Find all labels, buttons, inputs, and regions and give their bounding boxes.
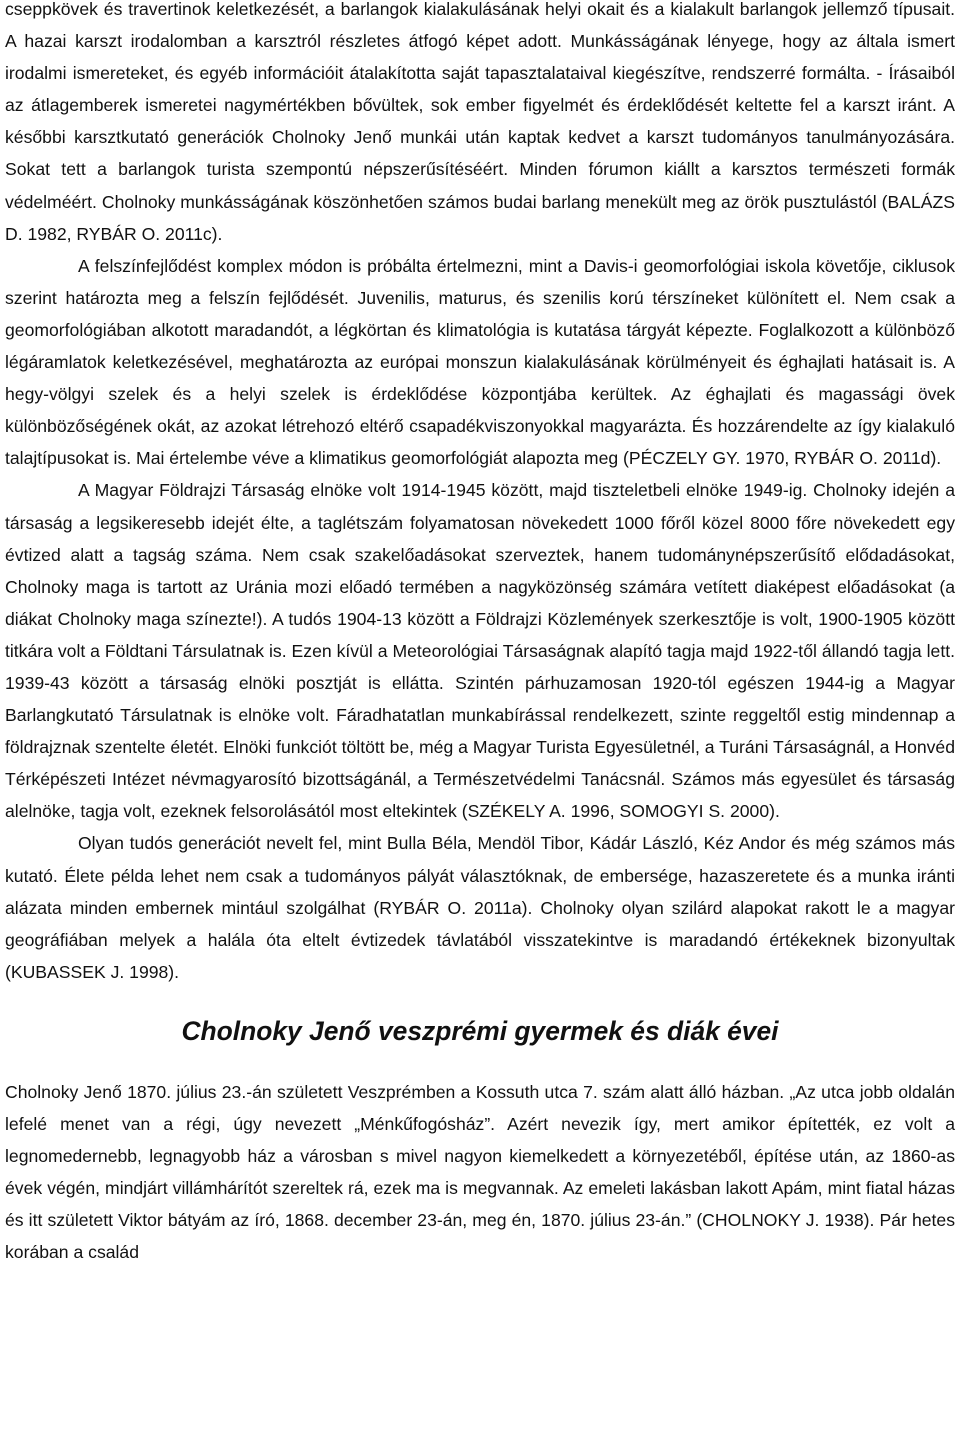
section-heading: Cholnoky Jenő veszprémi gyermek és diák évei <box>181 1015 779 1046</box>
paragraph-legacy: Olyan tudós generációt nevelt fel, mint Bulla Béla, Mendöl Tibor, Kádár László, Kéz Andor és még számos más kutató. Élete példa lehet nem csak a tudományos pályát választóknak, de embersége, hazaszeretete és a munka iránti alázata minden embernek mintául szolgálhat (RYBÁR O. 2011a). Cholnoky olyan szilárd alapokat rakott le a magyar geográfiában melyek a halála óta eltelt évtizedek távlatából visszatekintve is maradandó értékeknek bizonyultak (KUBASSEK J. 1998). <box>5 833 955 982</box>
paragraph-karst: cseppkövek és travertinok keletkezését, a barlangok kialakulásának helyi okait és a kialakult barlangok jellemző típusait. A hazai karszt irodalomban a karsztról részletes átfogó képet adott. Munkásságának lényege, hogy az általa ismert irodalmi ismereteket, és egyéb információit átalakította saját tapasztalataival kiegészítve, rendszerré formálta. - Írásaiból az átlagemberek ismeretei nagymértékben bővültek, sok ember figyelmét és érdeklődését keltette fel a karszt iránt. A későbbi karsztkutató generációk Cholnoky Jenő munkái után kaptak kedvet a karszt tudományos tanulmányozására. Sokat tett a barlangok turista szempontú népszerűsítéséért. Minden fórumon kiállt a karsztos természeti formák védelméért. Cholnoky munkásságának köszönhetően számos budai barlang menekült meg az örök pusztulástól (BALÁZS D. 1982, RYBÁR O. 2011c). <box>5 0 955 244</box>
paragraph-geomorphology: A felszínfejlődést komplex módon is próbálta értelmezni, mint a Davis-i geomorfológiai iskola követője, ciklusok szerint határozta meg a felszín fejlődését. Juvenilis, maturus, és szenilis korú térszíneket különített el. Nem csak a geomorfológiában alkotott maradandót, a légkörtan és klimatológia is kutatása tárgyát képezte. Foglalkozott a különböző légáramlatok keletkezésével, meghatározta az európai monszun kialakulásának körülményeit és éghajlati hatásait is. A hegy-völgyi szelek és a helyi szelek is érdeklődése központjába kerültek. Az éghajlati és magassági övek különbözőségének okát, az azokat létrehozó eltérő csapadékviszonyokkal magyarázta. És hozzárendelte az így kialakuló talajtípusokat is. Mai értelembe véve a klimatikus geomorfológiát alapozta meg (PÉCZELY GY. 1970, RYBÁR O. 2011d). <box>5 255 955 469</box>
document-page <box>5 0 955 1269</box>
paragraph-childhood: Cholnoky Jenő 1870. július 23.-án született Veszprémben a Kossuth utca 7. szám alatt álló házban. „Az utca jobb oldalán lefelé menet van a régi, úgy nevezett „Ménkűfogósház”. Azért nevezik így, mert amikor építették, ez volt a legnomedernebb, legnagyobb ház a városban s mivel nagyon kiemelkedett a környezetéből, építése után, az 1860-as évek végén, mindjárt villámhárítót szereltek rá, ezek ma is megvannak. Az emeleti lakásban lakott Apám, mint fiatal házas és itt született Viktor bátyám az író, 1868. december 23-án, meg én, 1870. július 23-án.” (CHOLNOKY J. 1938). Pár hetes korában a család <box>5 1082 955 1263</box>
paragraph-geographical-society: A Magyar Földrajzi Társaság elnöke volt 1914-1945 között, majd tiszteletbeli elnöke 1949-ig. Cholnoky idején a társaság a legsikeresebb idejét élte, a taglétszám folyamatosan növekedett 1000 főről közel 8000 főre növekedett egy évtized alatt a tagság száma. Nem csak szakelőadásokat szerveztek, hanem tudománynépszerűsítő elődadásokat, Cholnoky maga is tartott az Uránia mozi előadó termében a nagyközönség számára vetített diaképest előadásokat (a diákat Cholnoky maga színezte!). A tudós 1904-13 között a Földrajzi Közlemények szerkesztője is volt, 1900-1905 között titkára volt a Földtani Társulatnak is. Ezen kívül a Meteorológiai Társaságnak alapító tagja majd 1922-től állandó tagja lett. 1939-43 között a társaság elnöki posztját is ellátta. Szintén párhuzamosan 1920-tól egészen 1944-ig a Magyar Barlangkutató Társulatnak is elnöke volt. Fáradhatatlan munkabírással rendelkezett, szinte reggeltől estig mindennap a földrajznak szentelte életét. Elnöki funkciót töltött be, még a Magyar Turista Egyesületnél, a Turáni Társaságnál, a Honvéd Térképészeti Intézet névmagyarosító bizottságánál, a Természetvédelmi Tanácsnál. Számos más egyesület és társaság alelnöke, tagja volt, ezeknek felsorolásától most eltekintek (SZÉKELY A. 1996, SOMOGYI S. 2000). <box>5 480 955 822</box>
